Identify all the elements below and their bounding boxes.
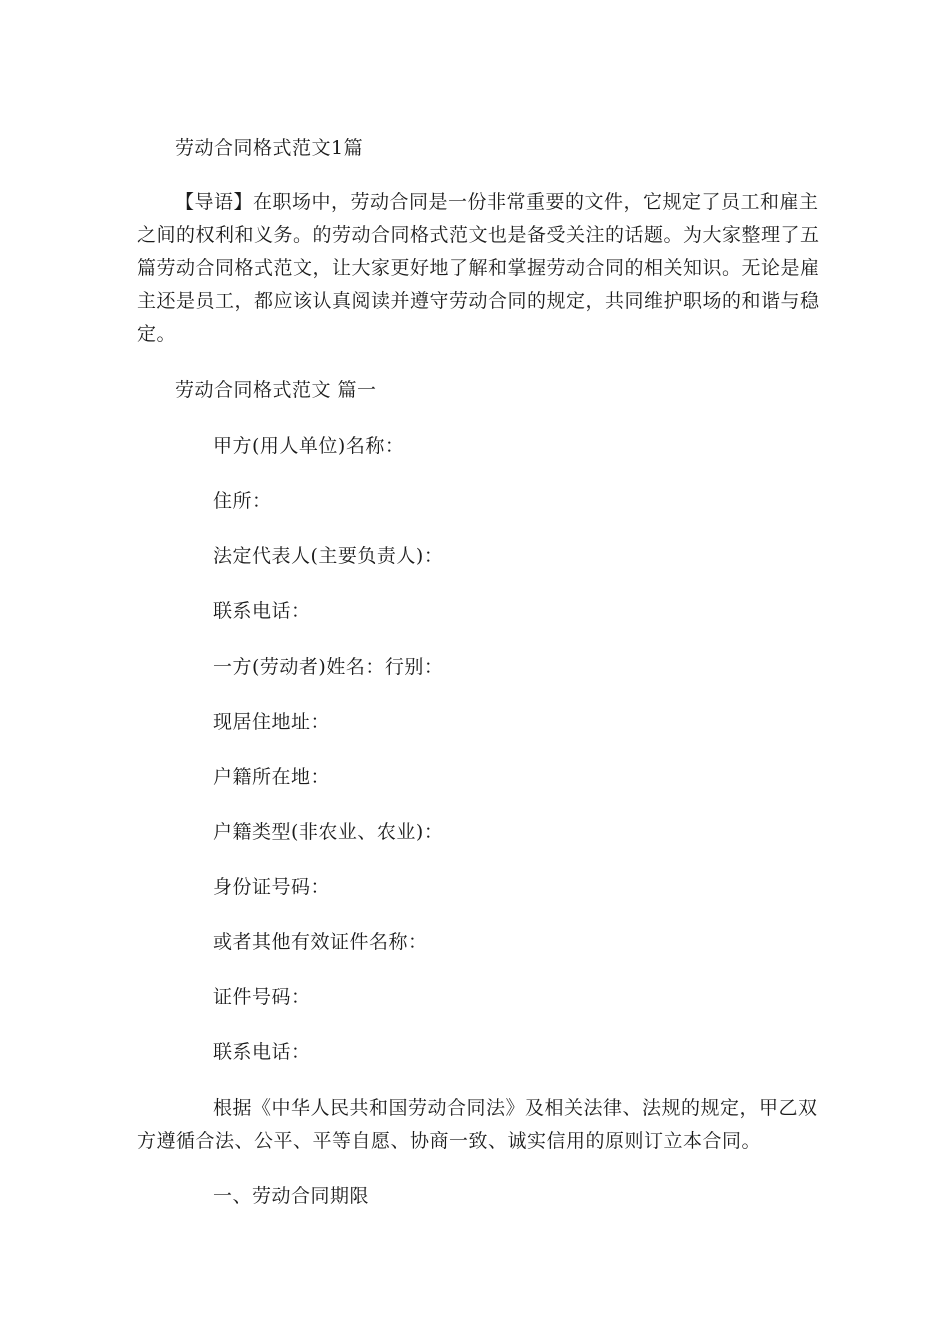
document-title: 劳动合同格式范文1篇	[175, 137, 364, 159]
field-employee-phone: 联系电话：	[213, 1041, 311, 1063]
field-id-number: 身份证号码：	[213, 876, 331, 898]
intro-line: 【导语】在职场中，劳动合同是一份非常重要的文件，它规定了员工和雇主	[175, 191, 819, 213]
intro-line: 之间的权利和义务。的劳动合同格式范文也是备受关注的话题。为大家整理了五	[137, 224, 820, 246]
clause-heading: 一、劳动合同期限	[213, 1185, 370, 1207]
intro-line: 主还是员工，都应该认真阅读并遵守劳动合同的规定，共同维护职场的和谐与稳	[137, 290, 820, 312]
basis-line: 方遵循合法、公平、平等自愿、协商一致、诚实信用的原则订立本合同。	[137, 1130, 762, 1152]
field-employee-name-gender: 一方(劳动者)姓名：行别：	[213, 656, 444, 678]
intro-line: 篇劳动合同格式范文，让大家更好地了解和掌握劳动合同的相关知识。无论是雇	[137, 257, 820, 279]
field-household-type: 户籍类型(非农业、农业)：	[213, 821, 444, 843]
field-employer-name: 甲方(用人单位)名称：	[213, 435, 405, 457]
basis-line: 根据《中华人民共和国劳动合同法》及相关法律、法规的规定，甲乙双	[213, 1097, 818, 1119]
field-address: 住所：	[213, 490, 272, 512]
field-legal-rep: 法定代表人(主要负责人)：	[213, 545, 444, 567]
section-heading: 劳动合同格式范文 篇一	[175, 379, 377, 401]
field-id-doc-number: 证件号码：	[213, 986, 311, 1008]
field-other-id-name: 或者其他有效证件名称：	[213, 931, 428, 953]
field-employer-phone: 联系电话：	[213, 600, 311, 622]
field-household-location: 户籍所在地：	[213, 766, 331, 788]
intro-line: 定。	[137, 323, 177, 345]
field-current-address: 现居住地址：	[213, 711, 331, 733]
